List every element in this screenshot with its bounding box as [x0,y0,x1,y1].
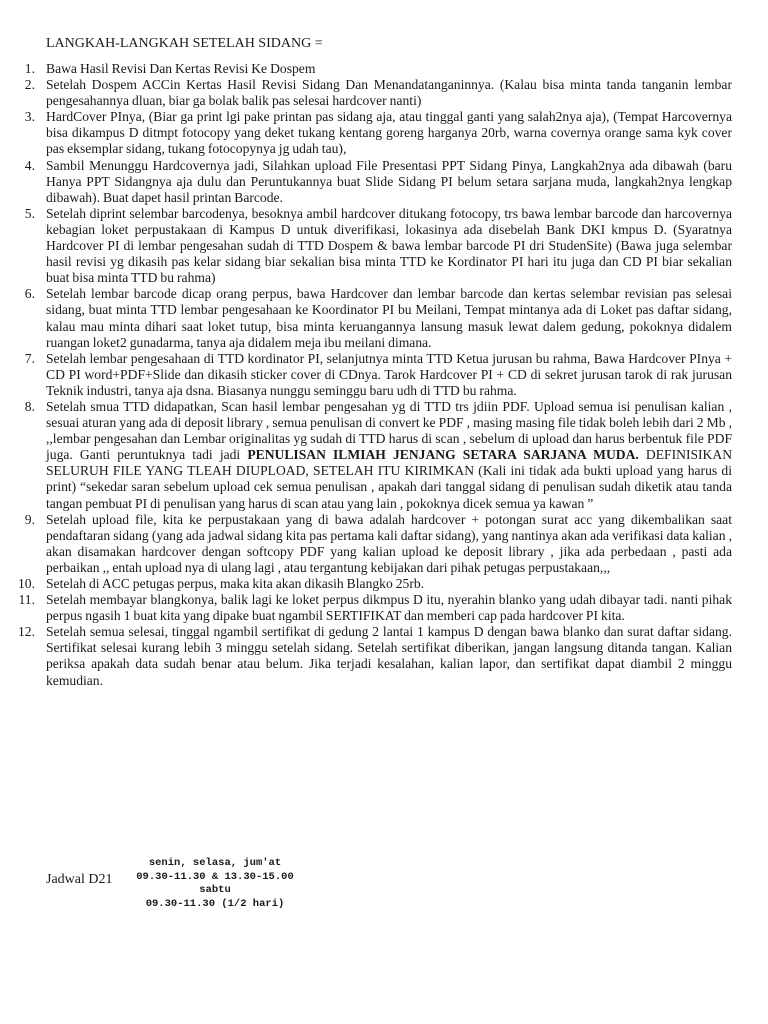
step-text-after-bold: DEFINISIKAN SELURUH FILE YANG TLEAH DIUPLOAD, SETELAH ITU KIRIMKAN (Kali ini tidak ada bukti upload yang harus di print) “sekedar saran sebelum upload cek semua penulisan , apakah dari tanggal sidang di penulisan sudah diketik atau tanda tangan pembuat PI di penulisan yang harus di scan atau yang lain , pokoknya dicek semua ya kawan ” [46,447,733,511]
step-text: Setelah lembar barcode dicap orang perpus, bawa Hardcover dan lembar barcode dan kertas selembar revisian pas selesai sidang, buat minta TTD lembar pengesahaan ke Koordinator PI bu Meilani, Tempat mintanya ada di Loket pas daftar sidang, kalau mau minta dihari saat loket tutup, bisa minta keruangannya lansung masuk lewat dalem gedung, pokoknya didalem ruangan loket2 gunadarma, tanya aja didalem meja ibu meilani dimana. [46,286,732,350]
step-text: Setelah semua selesai, tinggal ngambil sertifikat di gedung 2 lantai 1 kampus D dengan bawa blanko dan surat daftar sidang. Sertifikat selesai kurang lebih 3 minggu setelah sidang. Setelah sertifikat diberikan, jangan langsung ditanda tangan. Kalian periksa apakah data sudah benar atau belum. Jika terjadi kesalahan, kalian lapor, dan sertifikat dapat diambil 2 minggu kemudian. [46,624,732,688]
schedule-label: Jadwal D21 [46,872,113,887]
step-number: 12. [18,624,35,640]
step-text: Sambil Menunggu Hardcovernya jadi, Silahkan upload File Presentasi PPT Sidang Pinya, Langkah2nya ada dibawah (baru Hanya PPT Sidangnya aja dulu dan Peruntukannya buat Slide Sidang PI belum setara sarjana muda, langkah2nya lengkap dibawah). Buat dapet hasil printan Barcode. [46,157,732,205]
schedule-saturday-hours-line: 09.30-11.30 (1/2 hari) [145,897,285,910]
list-item-step-11 [0,592,732,624]
step-text: Setelah diprint selembar barcodenya, besoknya ambil hardcover ditukang fotocopy, trs bawa lembar barcode dan harcovernya kebagian loket perpustakaan di Kampus D untuk diverifikasi, lokasinya ada disebelah Bank DKI kmpus D. (Syaratnya Hardcover PI di lembar pengesahan sudah di TTD Dospem & bawa lembar barcode PI dri StudenSite) (Bawa juga selembar hasil revisi yg dikasih pas kelar sidang biar sekalian bisa minta TTD ke Kordinator PI hari itu juga dan CD PI biar sekalian buat bisa minta TTD bu rahma) [46,205,732,286]
step-bold-text: PENULISAN ILMIAH JENJANG SETARA SARJANA MUDA. [247,447,639,463]
step-number: 8. [24,398,35,414]
step-number: 4. [24,157,35,173]
list-item-step-9 [0,512,732,576]
step-text-before-bold: Setelah smua TTD didapatkan, Scan hasil lembar pengesahan yg di TTD trs jdiin PDF. Upload semua isi penulisan kalian , sesuai aturan yang ada di deposit library , semua penulisan di convert ke PDF , masing masing file tidak boleh lebih dari 2 Mb , ,,lembar pengesahan dan Lembar originalitas yg sudah di TTD harus di scan , sebelum di upload dan harus berbentuk file PDF juga. Ganti peruntuknya tadi jadi [46,398,732,463]
schedule-days-line: senin, selasa, jum'at [148,857,282,869]
list-item-step-1 [0,61,732,77]
step-number: 3. [24,109,35,125]
step-text: Setelah di ACC petugas perpus, maka kita akan dikasih Blangko 25rb. [46,576,425,591]
step-number: 10. [18,576,35,591]
list-item-step-12 [0,624,732,688]
step-number: 9. [24,511,35,527]
list-item-step-6 [0,286,732,350]
steps-list [0,61,732,689]
list-item-step-5 [0,206,732,286]
step-text [46,399,732,511]
step-text: Bawa Hasil Revisi Dan Kertas Revisi Ke Dospem [46,61,316,76]
document-title: LANGKAH-LANGKAH SETELAH SIDANG = [46,36,323,51]
list-item-step-4 [0,158,732,206]
step-text: Setelah Dospem ACCin Kertas Hasil Revisi Sidang Dan Menandatanganinnya. (Kalau bisa minta tanda tanganin lembar pengesahannya dluan, biar ga bolak balik pas selesai hardcover nanti) [46,77,732,109]
step-number: 7. [24,350,35,366]
step-text: Setelah membayar blangkonya, balik lagi ke loket perpus dikmpus D itu, nyerahin blanko yang udah dibayar tadi. nanti pihak perpus ngasih 1 buat kita yang dipake buat ngambil SERTIFIKAT dan memberi cap pada hardcover PI kita. [46,592,732,624]
schedule-hours-line: 09.30-11.30 & 13.30-15.00 [136,870,294,883]
list-item-step-8 [0,399,732,512]
list-item-step-10 [0,576,732,592]
step-text: Setelah lembar pengesahaan di TTD kordinator PI, selanjutnya minta TTD Ketua jurusan bu rahma, Bawa Hardcover PInya + CD PI word+PDF+Slide dan dikasih sticker cover di CDnya. Tarok Hardcover PI + CD di sekret jurusan tarok di rak jurusan Teknik industri, tanya aja dsna. Biasanya nunggu seminggu baru udh di TTD bu rahma. [46,350,732,398]
step-number: 6. [24,286,35,302]
schedule-saturday-line: sabtu [199,884,231,896]
step-number: 11. [18,592,35,608]
list-item-step-2 [0,77,732,109]
step-text: Setelah upload file, kita ke perpustakaan yang di bawa adalah hardcover + potongan surat acc yang dikembalikan saat pendaftaran sidang (yang ada jadwal sidang kita pas pertama kali daftar sidang), yang nantinya akan ada verifikasi data kalian , akan disamakan hardcover dengan softcopy PDF yang kalian upload ke deposit library , jika ada perbedaan , pasti ada perbaikan ,, entah upload nya di ulang lagi , atau tergantung kebijakan dari pihak petugas perpustakaan,,, [46,511,732,575]
step-text: HardCover PInya, (Biar ga print lgi pake printan pas sidang aja, atau tinggal ganti yang salah2nya aja), (Tempat Harcovernya bisa dikampus D ditmpt fotocopy yang deket tukang kentang goreng harganya 20rb, warna covernya orange sama kyk cover pas eksemplar sidang, tukang fotocopynya jg udah tau), [46,109,732,157]
step-number: 2. [24,77,35,93]
list-item-step-7 [0,351,732,399]
step-number: 5. [24,205,35,221]
step-number: 1. [24,61,35,76]
schedule-block [110,857,320,911]
list-item-step-3 [0,109,732,157]
